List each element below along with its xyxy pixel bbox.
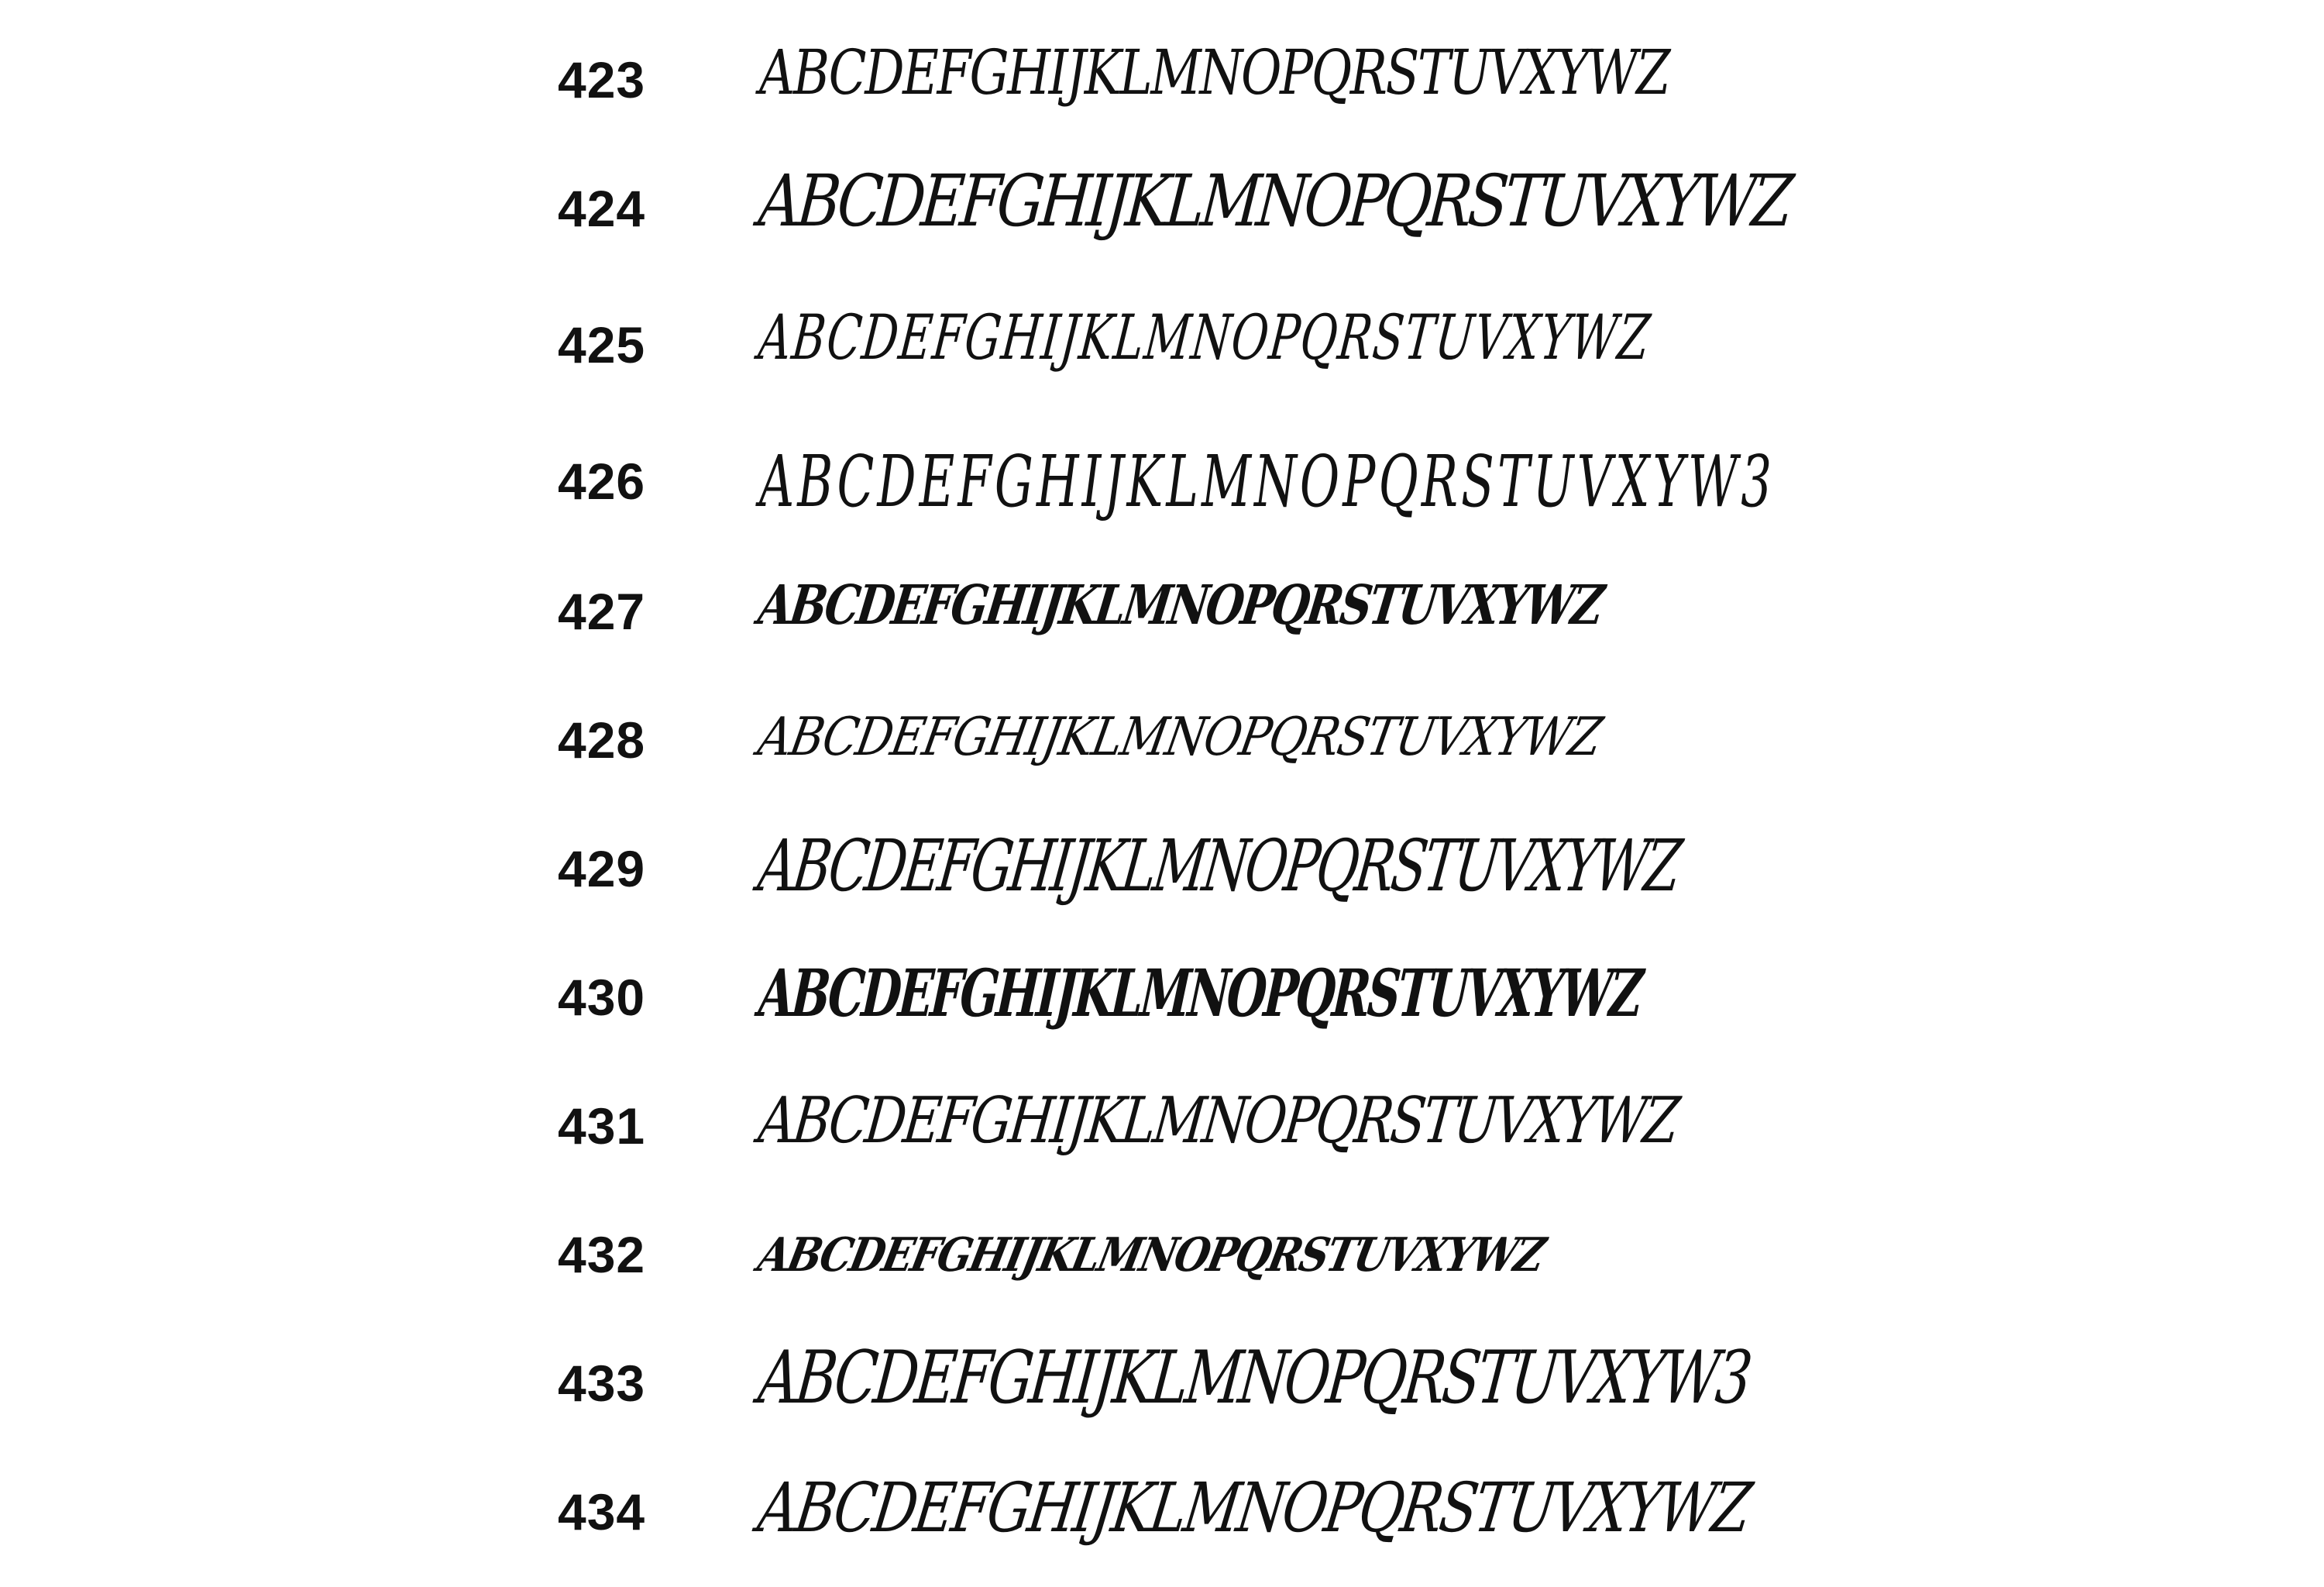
font-number: 433	[558, 1355, 646, 1412]
font-number: 428	[558, 711, 646, 769]
font-number: 423	[558, 51, 646, 108]
font-number: 430	[558, 969, 646, 1026]
font-sample: ABCDEFGHIJKLMNOPQRSTUVXYWZ	[755, 573, 1606, 637]
font-sample: ABCDEFGHIJKLMNOPQRSTUVXYWZ	[753, 1228, 1549, 1282]
font-number: 434	[558, 1483, 646, 1541]
font-number: 424	[558, 180, 646, 237]
font-sample: ABCDEFGHIJKLMNOPQRSTUVXYWZ	[753, 1468, 1755, 1547]
font-sample: ABCDEFGHIJKLMNOPQRSTUVXYWZ	[759, 36, 1669, 108]
font-sample: ABCDEFGHIJKLMNOPQRSTUVXYWZ	[756, 955, 1644, 1031]
font-row-426	[0, 425, 2324, 553]
font-row-429	[0, 812, 2324, 941]
font-number: 431	[558, 1097, 646, 1155]
font-row-427	[0, 555, 2324, 683]
font-row-431	[0, 1069, 2324, 1198]
font-sample: ABCDEFGHIJKLMNOPQRSTUVXYW3	[755, 1336, 1754, 1420]
font-row-432	[0, 1198, 2324, 1327]
font-sample: ABCDEFGHIJKLMNOPQRSTUVXYWZ	[753, 707, 1606, 768]
font-row-425	[0, 288, 2324, 417]
font-number: 432	[558, 1226, 646, 1283]
font-row-434	[0, 1455, 2324, 1584]
font-row-423	[0, 23, 2324, 152]
font-row-428	[0, 683, 2324, 812]
font-number: 426	[558, 453, 646, 510]
font-sample: ABCDEFGHIJKLMNOPQRSTUVXYWZ	[755, 160, 1793, 243]
font-number: 429	[558, 840, 646, 897]
font-sample: ABCDEFGHIJKLMNOPQRSTUVXYW3	[759, 440, 1776, 523]
font-row-433	[0, 1327, 2324, 1455]
font-row-430	[0, 941, 2324, 1069]
font-sample: ABCDEFGHIJKLMNOPQRSTUVXYWZ	[755, 1084, 1681, 1158]
font-number: 425	[558, 316, 646, 374]
font-sample: ABCDEFGHIJKLMNOPQRSTUVXYWZ	[754, 824, 1684, 907]
font-row-424	[0, 152, 2324, 281]
font-sample: ABCDEFGHIJKLMNOPQRSTUVXYWZ	[755, 301, 1655, 374]
font-number: 427	[558, 583, 646, 640]
